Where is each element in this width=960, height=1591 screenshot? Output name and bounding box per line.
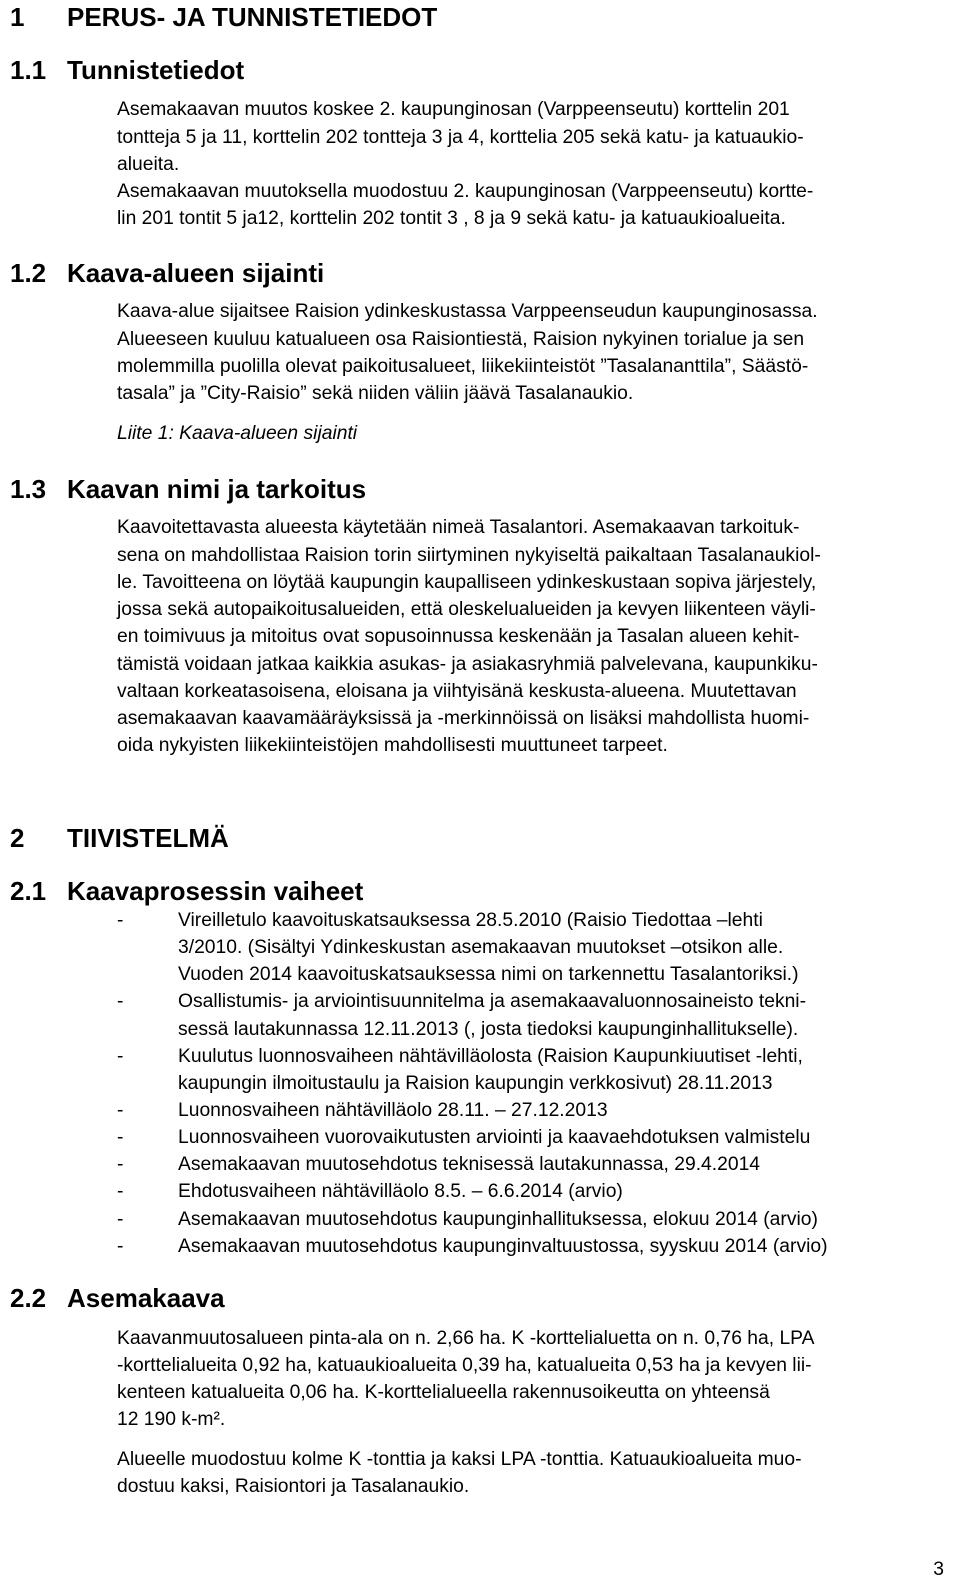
list-item-line: Ehdotusvaiheen nähtävilläolo 8.5. – 6.6.2014 (arvio) [178,1181,623,1202]
list-item-line: Luonnosvaiheen vuorovaikutusten arviointi ja kaavaehdotuksen valmistelu [178,1127,811,1148]
list-bullet: - [117,1127,124,1148]
paragraph-line: -korttelialueita 0,92 ha, katuaukioalueita 0,39 ha, katualueita 0,53 ha ja kevyen lii- [117,1355,812,1376]
paragraph-line: kenteen katualueita 0,06 ha. K-korttelialueella rakennusoikeutta on yhteensä [117,1382,770,1403]
paragraph-line: Asemakaavan muutoksella muodostuu 2. kaupunginosan (Varppeenseutu) kortte- [117,181,814,202]
heading-number: 2.2 [10,1283,47,1313]
heading-section-2-1 [10,876,363,907]
heading-number: 1.3 [10,474,47,504]
paragraph-line: le. Tavoitteena on löytää kaupungin kaupalliseen ydinkeskustaan sopiva järjestely, [117,572,817,593]
list-item-line: sessä lautakunnassa 12.11.2013 (, josta tiedoksi kaupunginhallitukselle). [178,1019,799,1040]
paragraph-line: sena on mahdollistaa Raision torin siirtyminen nykyiseltä paikaltaan Tasalanaukiol- [117,545,821,566]
list-bullet: - [117,991,124,1012]
list-item-line: Kuulutus luonnosvaiheen nähtävilläolosta (Raision Kaupunkiuutiset -lehti, [178,1046,803,1067]
heading-title: Kaava-alueen sijainti [67,258,325,288]
paragraph-line: alueita. [117,154,180,175]
paragraph-line: lin 201 tontit 5 ja12, korttelin 202 tontit 3 , 8 ja 9 sekä katu- ja katuaukioalueita. [117,208,786,229]
list-item-line: Vuoden 2014 kaavoituskatsauksessa nimi on tarkennettu Tasalantoriksi.) [178,964,799,985]
list-bullet: - [117,1046,124,1067]
list-item-line: kaupungin ilmoitustaulu ja Raision kaupungin verkkosivut) 28.11.2013 [178,1073,773,1094]
list-bullet: - [117,1236,124,1257]
heading-title: Asemakaava [67,1283,225,1313]
list-item-line: Vireilletulo kaavoituskatsauksessa 28.5.2010 (Raisio Tiedottaa –lehti [178,910,763,931]
paragraph-line: Kaavoitettavasta alueesta käytetään nimeä Tasalantori. Asemakaavan tarkoituk- [117,517,800,538]
list-bullet: - [117,1154,124,1175]
paragraph-line: oida nykyisten liikekiinteistöjen mahdollisesti muuttuneet tarpeet. [117,735,668,756]
heading-title: Kaavan nimi ja tarkoitus [67,474,367,504]
paragraph-line: 12 190 k-m². [117,1409,226,1430]
paragraph-line: asemakaavan kaavamääräyksissä ja -merkinnöissä on lisäksi mahdollista huomi- [117,708,810,729]
paragraph-line: molemmilla puolilla olevat paikoitusalueet, liikekiinteistöt ”Tasalananttila”, Säästö- [117,356,809,377]
heading-number: 2 [10,823,25,853]
list-item-line: Asemakaavan muutosehdotus kaupunginvaltuustossa, syyskuu 2014 (arvio) [178,1236,828,1257]
list-bullet: - [117,910,124,931]
paragraph-line: en toimivuus ja mitoitus ovat sopusoinnussa keskenään ja Tasalan alueen kehit- [117,626,800,647]
heading-section-1-2 [10,258,324,289]
heading-number: 1.2 [10,258,47,288]
heading-section-2 [10,823,229,854]
paragraph-line: Kaavanmuutosalueen pinta-ala on n. 2,66 ha. K -korttelialuetta on n. 0,76 ha, LPA [117,1328,815,1349]
heading-section-1-3 [10,474,366,505]
list-item-line: Osallistumis- ja arviointisuunnitelma ja asemakaavaluonnosaineisto tekni- [178,991,807,1012]
paragraph-line: Kaava-alue sijaitsee Raision ydinkeskustassa Varppeenseudun kaupunginosassa. [117,301,818,322]
heading-section-1-1 [10,55,244,86]
paragraph-line: Asemakaavan muutos koskee 2. kaupunginosan (Varppeenseutu) korttelin 201 [117,99,790,120]
paragraph-line: tontteja 5 ja 11, korttelin 202 tontteja 3 ja 4, korttelia 205 sekä katu- ja katuaukio- [117,127,804,148]
list-item-line: Luonnosvaiheen nähtävilläolo 28.11. – 27.12.2013 [178,1100,608,1121]
paragraph-line: valtaan korkeatasoisena, eloisana ja viihtyisänä keskusta-alueena. Muutettavan [117,681,797,702]
paragraph-line: tasala” ja ”City-Raisio” sekä niiden väliin jäävä Tasalanaukio. [117,383,634,404]
list-bullet: - [117,1181,124,1202]
heading-number: 1.1 [10,55,47,85]
heading-number: 1 [10,2,25,32]
attachment-reference: Liite 1: Kaava-alueen sijainti [117,423,358,444]
heading-title: Kaavaprosessin vaiheet [67,876,364,906]
heading-number: 2.1 [10,876,47,906]
paragraph-line: Alueeseen kuuluu katualueen osa Raisiontiestä, Raision nykyinen torialue ja sen [117,329,805,350]
paragraph-line: dostuu kaksi, Raisiontori ja Tasalanaukio. [117,1476,470,1497]
heading-section-2-2 [10,1283,225,1314]
heading-title: Tunnistetiedot [67,55,245,85]
page-number: 3 [933,1559,944,1580]
list-item-line: Asemakaavan muutosehdotus teknisessä lautakunnassa, 29.4.2014 [178,1154,761,1175]
heading-title: PERUS- JA TUNNISTETIEDOT [67,2,438,32]
paragraph-line: Alueelle muodostuu kolme K -tonttia ja kaksi LPA -tonttia. Katuaukioalueita muo- [117,1449,802,1470]
list-item-line: 3/2010. (Sisältyi Ydinkeskustan asemakaavan muutokset –otsikon alle. [178,937,784,958]
paragraph-line: tämistä voidaan jatkaa kaikkia asukas- ja asiakasryhmiä palvelevana, kaupunkiku- [117,654,818,675]
list-bullet: - [117,1209,124,1230]
list-bullet: - [117,1100,124,1121]
paragraph-line: jossa sekä autopaikoitusalueiden, että oleskelualueiden ja kevyen liikenteen väyli- [117,599,816,620]
heading-section-1 [10,2,437,33]
heading-title: TIIVISTELMÄ [67,823,229,853]
list-item-line: Asemakaavan muutosehdotus kaupunginhallituksessa, elokuu 2014 (arvio) [178,1209,818,1230]
